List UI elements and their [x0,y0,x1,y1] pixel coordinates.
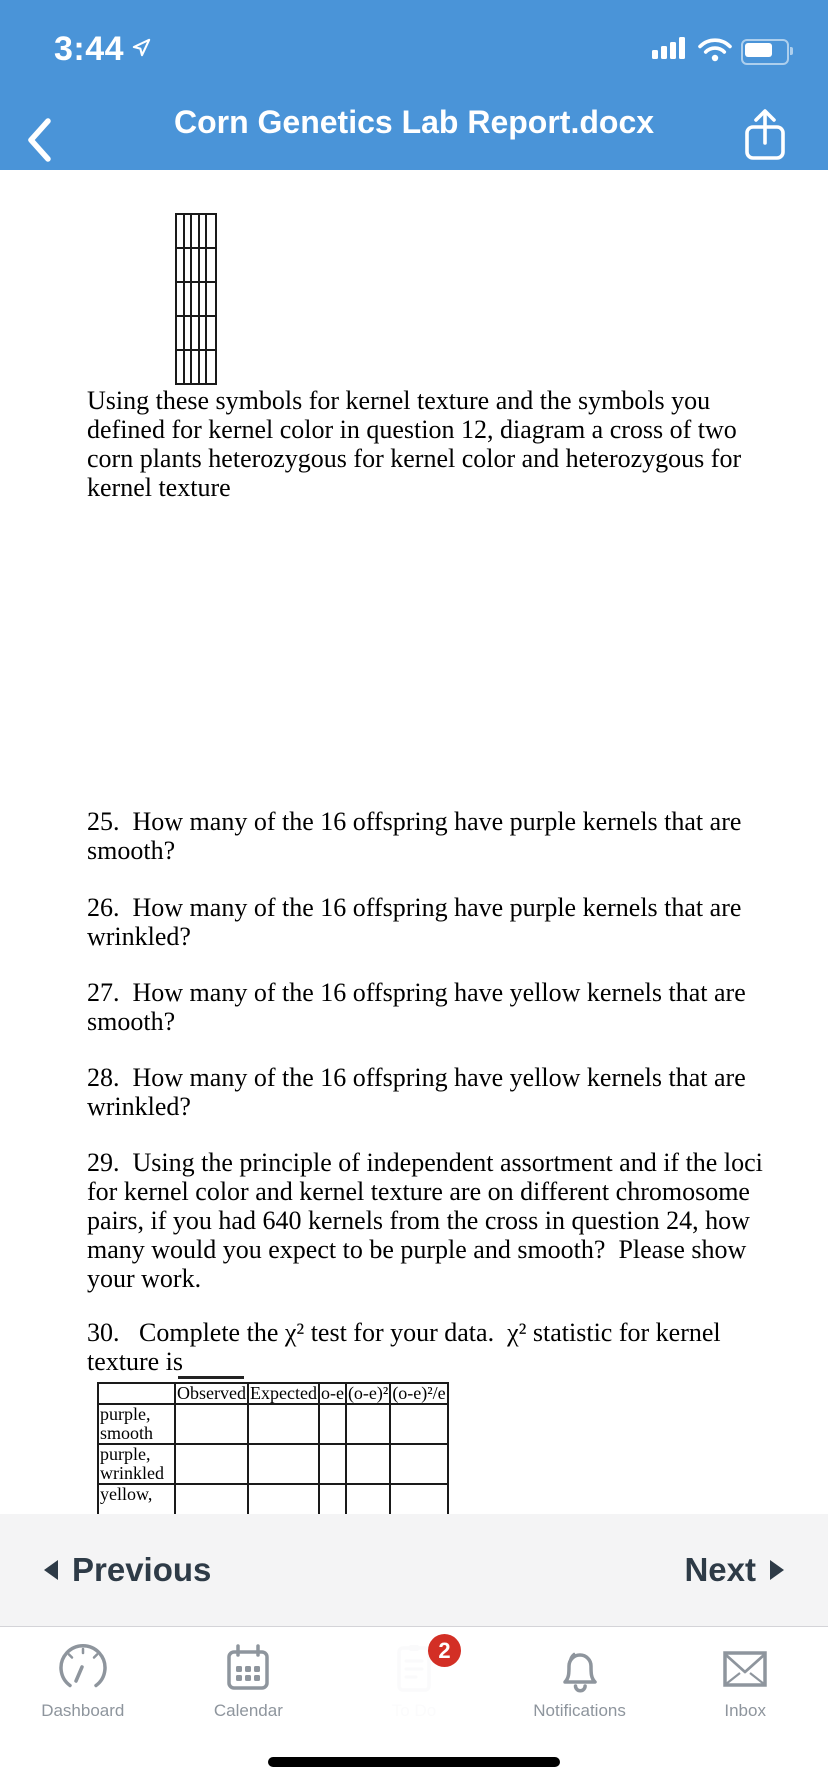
cellular-signal-icon [652,37,685,59]
pager-bar [0,1514,828,1626]
document-content[interactable] [0,170,828,1514]
home-indicator [268,1757,560,1767]
question-29: 29. Using the principle of independent assortment and if the loci for kernel color and kernel texture are on different chromosome pairs, if you had 640 kernels from the cross in question 24, how many would you expect to be purple and smooth? Please show your work. [87,1148,763,1293]
tab-label: Inbox [724,1701,766,1720]
table-row [98,1404,448,1444]
question-27: 27. How many of the 16 offspring have yellow kernels that are smooth? [87,978,746,1036]
question-25: 25. How many of the 16 offspring have purple kernels that are smooth? [87,807,742,865]
row-label: purple, wrinkled [98,1444,175,1484]
answer-blank-line [178,1376,244,1379]
share-button[interactable] [740,106,792,166]
tab-calendar[interactable] [166,1627,332,1792]
header-bar [0,0,828,170]
table-row [98,1444,448,1484]
table-row [98,1484,448,1514]
location-arrow-icon [130,36,153,64]
tab-label: To Do [391,1701,437,1720]
kernel-texture-grid [175,213,217,385]
question-28: 28. How many of the 16 offspring have yellow kernels that are wrinkled? [87,1063,746,1121]
tab-notifications[interactable] [497,1627,663,1792]
tab-dashboard[interactable] [0,1627,166,1792]
question-26: 26. How many of the 16 offspring have purple kernels that are wrinkled? [87,893,742,951]
tab-bar [0,1626,828,1792]
next-arrow-icon [770,1560,784,1580]
previous-button[interactable]: Previous [44,1551,211,1589]
row-label: purple, smooth [98,1404,175,1444]
previous-arrow-icon [44,1560,58,1580]
table-header-row: Observed Expected o-e (o-e)² (o-e)²/e [98,1383,448,1404]
envelope-icon [717,1640,773,1696]
next-button[interactable]: Next [684,1551,784,1589]
dashboard-gauge-icon [55,1640,111,1696]
tab-label: Notifications [533,1701,626,1720]
battery-icon [741,39,789,65]
page-title: Corn Genetics Lab Report.docx [173,104,655,140]
intro-paragraph: Using these symbols for kernel texture and the symbols you defined for kernel color in question 12, diagram a cross of two corn plants heterozygous for kernel color and heterozygous for kernel texture [87,386,742,502]
tab-inbox[interactable] [662,1627,828,1792]
tab-todo[interactable] [331,1627,497,1792]
chi-square-table [97,1382,449,1514]
question-30: 30. Complete the χ² test for your data. χ² statistic for kernel texture is [87,1318,721,1376]
tab-label: Dashboard [41,1701,125,1720]
calendar-icon [220,1640,276,1696]
bell-icon [552,1640,608,1696]
wifi-icon [697,36,733,68]
status-time: 3:44 [54,30,125,68]
row-label: yellow, [98,1484,175,1514]
todo-badge: 2 [428,1634,461,1667]
tab-label: Calendar [213,1701,283,1720]
